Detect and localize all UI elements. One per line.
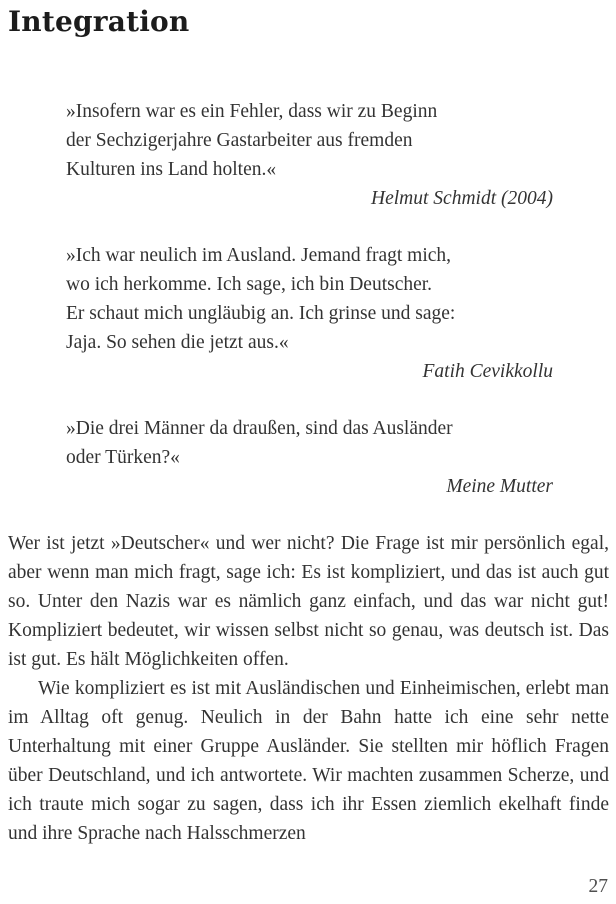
- page-number: 27: [588, 876, 608, 897]
- quote-attribution: Meine Mutter: [446, 476, 553, 497]
- epigraph-section: [66, 97, 609, 501]
- quote-block: [66, 414, 609, 501]
- quote-line: wo ich herkomme. Ich sage, ich bin Deutscher.: [66, 274, 433, 295]
- quote-block: [66, 97, 609, 213]
- quote-text: [66, 241, 609, 357]
- quote-block: [66, 241, 609, 386]
- quote-line: Kulturen ins Land holten.«: [66, 159, 277, 180]
- quote-attribution: Helmut Schmidt (2004): [371, 188, 553, 209]
- chapter-title: Integration: [8, 5, 190, 38]
- quote-line: »Insofern war es ein Fehler, dass wir zu Beginn: [66, 101, 438, 122]
- quote-line: »Die drei Männer da draußen, sind das Ausländer: [66, 418, 453, 439]
- body-paragraph: Wie kompliziert es ist mit Ausländischen und Einheimischen, erlebt man im Alltag oft genug. Neulich in der Bahn hatte ich eine sehr nette Unterhaltung mit einer Gruppe Ausländer. Sie stellten mir höflich Fragen über Deutschland, und ich antwortete. Wir machten zusammen Scherze, und ich traute mich sogar zu sagen, dass ich ihr Essen ziemlich ekelhaft finde und ihre Sprache nach Halsschmerzen: [8, 678, 609, 844]
- body-paragraph: Wer ist jetzt »Deutscher« und wer nicht? Die Frage ist mir persönlich egal, aber wenn man mich fragt, sage ich: Es ist kompliziert, und das ist auch gut so. Unter den Nazis war es nämlich ganz einfach, und das war nicht gut! Kompliziert bedeutet, wir wissen selbst nicht so genau, was deutsch ist. Das ist gut. Es hält Möglichkeiten offen.: [8, 533, 609, 670]
- body-text-section: [8, 529, 609, 848]
- quote-text: [66, 414, 609, 472]
- quote-line: oder Türken?«: [66, 447, 180, 468]
- quote-text: [66, 97, 609, 184]
- quote-attribution: Fatih Cevikkollu: [422, 361, 553, 382]
- quote-line: Er schaut mich ungläubig an. Ich grinse und sage:: [66, 303, 456, 324]
- quote-line: Jaja. So sehen die jetzt aus.«: [66, 332, 289, 353]
- quote-line: »Ich war neulich im Ausland. Jemand fragt mich,: [66, 245, 452, 266]
- quote-line: der Sechzigerjahre Gastarbeiter aus fremden: [66, 130, 413, 151]
